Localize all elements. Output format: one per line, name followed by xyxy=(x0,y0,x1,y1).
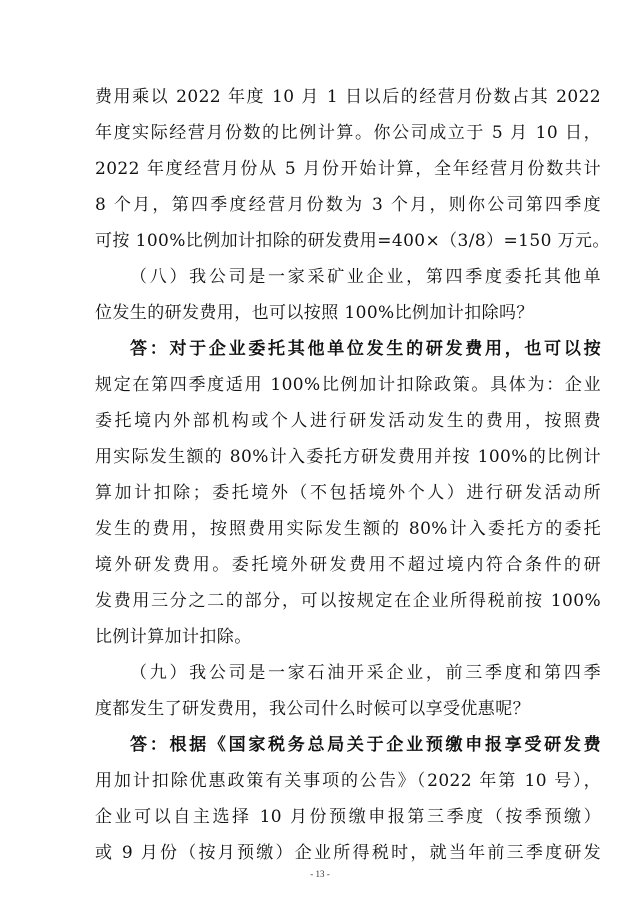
answer-line: 答：对于企业委托其他单位发生的研发费用，也可以按 xyxy=(130,339,601,359)
text-line: 或 9 月份（按月预缴）企业所得税时，就当年前三季度研发 xyxy=(95,843,601,863)
question-heading-8: （八）我公司是一家采矿业企业，第四季度委托其他单 xyxy=(130,267,601,287)
text-line: 规定在第四季度适用 100%比例加计扣除政策。具体为：企业 xyxy=(95,375,601,395)
answer-line: 答：根据《国家税务总局关于企业预缴申报享受研发费 xyxy=(130,735,601,755)
question-heading-9: （九）我公司是一家石油开采企业，前三季度和第四季 xyxy=(130,663,601,683)
text-line: 委托境内外部机构或个人进行研发活动发生的费用，按照费 xyxy=(95,411,601,431)
text-line: 用加计扣除优惠政策有关事项的公告》（2022 年第 10 号）， xyxy=(95,771,601,791)
text-line: 境外研发费用。委托境外研发费用不超过境内符合条件的研 xyxy=(95,555,601,575)
text-line: 度都发生了研发费用，我公司什么时候可以享受优惠呢？ xyxy=(95,699,530,719)
text-line: 年度实际经营月份数的比例计算。你公司成立于 5 月 10 日， xyxy=(95,123,601,143)
text-line: 用实际发生额的 80%计入委托方研发费用并按 100%的比例计 xyxy=(95,447,601,467)
text-line: 2022 年度经营月份从 5 月份开始计算，全年经营月份数共计 xyxy=(95,159,601,179)
text-line: 8 个月，第四季度经营月份数为 3 个月，则你公司第四季度 xyxy=(95,195,601,215)
text-line: 发费用三分之二的部分，可以按规定在企业所得税前按 100% xyxy=(95,591,601,611)
text-line: 比例计算加计扣除。 xyxy=(95,627,252,647)
text-line: 费用乘以 2022 年度 10 月 1 日以后的经营月份数占其 2022 xyxy=(95,87,601,107)
text-line: 发生的费用，按照费用实际发生额的 80%计入委托方的委托 xyxy=(95,519,601,539)
text-line: 可按 100%比例加计扣除的研发费用=400×（3/8）=150 万元。 xyxy=(95,231,610,251)
page-number: - 13 - xyxy=(310,869,330,879)
text-line: 算加计扣除；委托境外（不包括境外个人）进行研发活动所 xyxy=(95,483,601,503)
text-line: 企业可以自主选择 10 月份预缴申报第三季度（按季预缴） xyxy=(95,807,601,827)
text-line: 位发生的研发费用，也可以按照 100%比例加计扣除吗？ xyxy=(95,303,534,323)
